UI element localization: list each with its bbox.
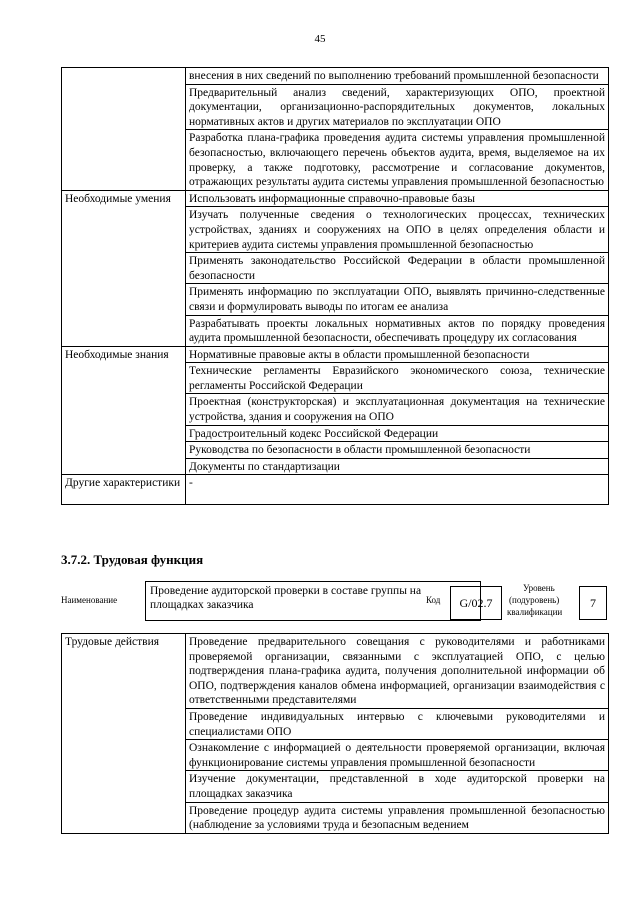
name-label: Наименование (61, 595, 118, 605)
table-cell: Ознакомление с информацией о деятельности проверяемой организации, включая функционирование системы управления промышленной безопасности (186, 740, 609, 771)
table-cell: Применять информацию по эксплуатации ОПО, выявлять причинно-следственные связи и формулировать выводы по итогам ее анализа (186, 284, 609, 315)
function-name: Проведение аудиторской проверки в составе группы на площадках заказчика (145, 581, 481, 621)
table-cell: Проведение индивидуальных интервью с ключевыми руководителями и специалистами ОПО (186, 708, 609, 739)
row-label-other: Другие характеристики (62, 475, 186, 505)
table-cell: Проектная (конструкторская) и эксплуатационная документация на технические устройства, здания и сооружения на ОПО (186, 394, 609, 425)
table-cell: внесения в них сведений по выполнению требований промышленной безопасности (186, 68, 609, 85)
table-cell: Применять законодательство Российской Федерации в области промышленной безопасности (186, 253, 609, 284)
row-label-actions: Трудовые действия (62, 634, 186, 834)
table-row (62, 68, 609, 85)
code-label: Код (426, 595, 441, 605)
row-label-skills: Необходимые умения (62, 190, 186, 346)
page-number: 45 (314, 33, 326, 45)
table-row (62, 634, 609, 709)
labor-actions-table (61, 633, 609, 834)
row-label (62, 68, 186, 191)
table-row (62, 346, 609, 363)
section-heading: 3.7.2. Трудовая функция (61, 552, 204, 567)
table-cell: Технические регламенты Евразийского экономического союза, технические регламенты Российской Федерации (186, 363, 609, 394)
table-cell: Разработка плана-графика проведения аудита системы управления промышленной безопасностью, включающего перечень объектов аудита, время, выделяемое на их проверку, а также подготовку, рассмотрение и согласование документов, отражающих результаты аудита системы управления промышленной безопасностью (186, 130, 609, 190)
level-label-2: (подуровень) (509, 595, 560, 605)
table-cell: Градостроительный кодекс Российской Федерации (186, 425, 609, 442)
table-cell: Документы по стандартизации (186, 458, 609, 475)
level-label-3: квалификации (507, 607, 563, 617)
table-cell: Предварительный анализ сведений, характеризующих ОПО, проектной документации, организационно-распорядительных документов, локальных нормативных актов и других материалов по эксплуатации ОПО (186, 84, 609, 130)
table-cell: Нормативные правовые акты в области промышленной безопасности (186, 346, 609, 363)
table-cell: Использовать информационные справочно-правовые базы (186, 190, 609, 207)
table-cell: Разрабатывать проекты локальных нормативных актов по порядку проведения аудита промышленной безопасности, обеспечивать процедуру их согласования (186, 315, 609, 346)
row-label-knowledge: Необходимые знания (62, 346, 186, 475)
table-row (62, 190, 609, 207)
table-cell: Проведение предварительного совещания с руководителями и работниками проверяемой организации, связанными с эксплуатацией ОПО, с целью подтверждения плана-графика аудита, получения дополнительной информации об ОПО, подтверждения каналов обмена информацией, организации взаимодействия с ответственными представителями (186, 634, 609, 709)
table-cell: Изучать полученные сведения о технологических процессах, технических устройствах, зданиях и сооружениях на ОПО в целях определения области и критериев аудита системы управления промышленной безопасностью (186, 207, 609, 253)
table-cell: - (186, 475, 609, 505)
qualification-level: 7 (579, 586, 607, 620)
table-cell: Изучение документации, представленной в ходе аудиторской проверки на площадках заказчика (186, 771, 609, 802)
table-cell: Руководства по безопасности в области промышленной безопасности (186, 442, 609, 459)
function-code: G/02.7 (450, 586, 502, 620)
table-row (62, 475, 609, 505)
function-header (61, 581, 609, 621)
table-cell: Проведение процедур аудита системы управления промышленной безопасностью (наблюдение за условиями труда и безопасным ведением (186, 802, 609, 833)
level-label-1: Уровень (523, 583, 555, 593)
competency-table (61, 67, 609, 505)
